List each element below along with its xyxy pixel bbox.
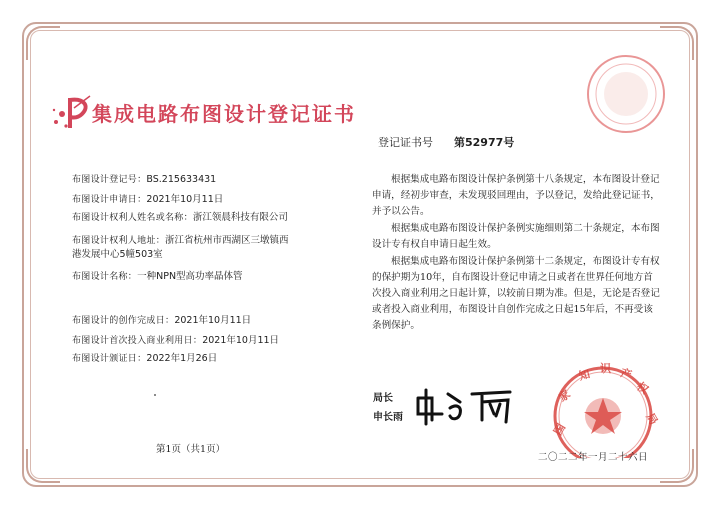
signature-icon bbox=[412, 384, 520, 426]
paragraph-registration: 根据集成电路布图设计保护条例第十八条规定，本布图设计登记申请，经初步审查，未发现驳回理由，予以登记，发给此登记证书，并予以公告。 bbox=[372, 174, 660, 217]
svg-text:局: 局 bbox=[643, 411, 661, 428]
svg-text:国: 国 bbox=[551, 421, 569, 438]
field-design-name: 布图设计名称：一种NPN型高功率晶体管 bbox=[72, 271, 243, 282]
svg-text:知: 知 bbox=[577, 367, 592, 383]
field-creation-date: 布图设计的创作完成日：2021年10月11日 bbox=[72, 315, 252, 326]
svg-text:产: 产 bbox=[619, 366, 634, 382]
director-title: 局长 bbox=[373, 393, 393, 404]
field-owner-address: 布图设计权利人地址：浙江省杭州市西湖区三墩镇西港发展中心5幢503室 bbox=[72, 235, 289, 260]
ic-layout-logo-icon bbox=[50, 88, 96, 134]
registration-label: 登记证书号 bbox=[378, 136, 433, 149]
paragraph-protection: 根据集成电路布图设计保护条例第十二条规定，布图设计专有权的保护期为10年，自布图设计登记申请之日或者在世界任何地方首次投入商业利用之日起计算，以较前日期为准。但是，无论是否登记或者投入商业利用，布图设计自创作完成之日起15年后，不再受该条例保护。 bbox=[372, 256, 660, 331]
page-number: 第1页（共1页） bbox=[156, 444, 226, 455]
field-commercial-date: 布图设计首次投入商业利用日：2021年10月11日 bbox=[72, 335, 280, 346]
issue-date: 二〇二二年一月二十六日 bbox=[538, 452, 649, 463]
registration-seal-icon bbox=[584, 52, 668, 136]
certificate-title: 集成电路布图设计登记证书 bbox=[92, 102, 356, 126]
field-owner-name: 布图设计权利人姓名或名称：浙江领晨科技有限公司 bbox=[72, 212, 288, 223]
field-application-date: 布图设计申请日：2021年10月11日 bbox=[72, 194, 224, 205]
mark-dot bbox=[154, 394, 156, 396]
registration-number: 第52977号 bbox=[454, 136, 515, 149]
corner-ornament bbox=[26, 449, 60, 483]
svg-text:家: 家 bbox=[556, 387, 573, 405]
field-issue-date: 布图设计颁证日：2022年1月26日 bbox=[72, 353, 218, 364]
official-seal-icon bbox=[538, 358, 668, 458]
paragraph-effective: 根据集成电路布图设计保护条例实施细则第二十条规定，本布图设计专有权自申请日起生效。 bbox=[372, 223, 660, 250]
svg-text:识: 识 bbox=[600, 362, 611, 375]
director-name: 申长雨 bbox=[373, 412, 403, 423]
svg-text:权: 权 bbox=[634, 379, 651, 397]
field-registration-no: 布图设计登记号：BS.215633431 bbox=[72, 174, 217, 185]
corner-ornament bbox=[26, 26, 60, 60]
